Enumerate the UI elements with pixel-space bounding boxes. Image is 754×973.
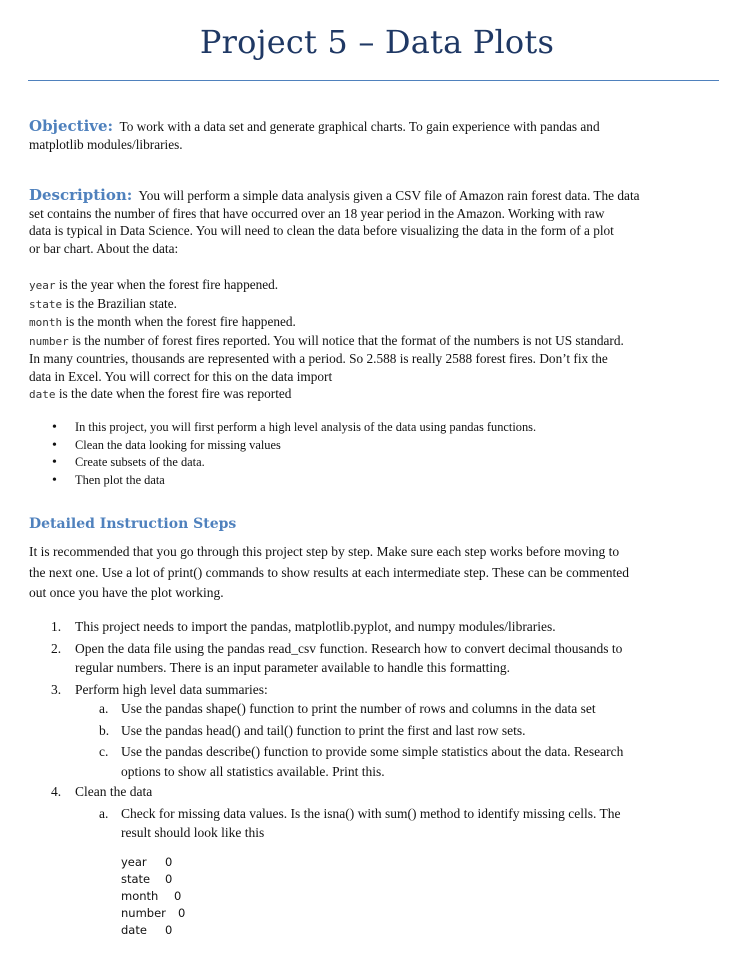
step-line: Clean the data [75,784,153,799]
substep-item [75,804,719,843]
field-name: number [29,334,69,348]
output-row [121,905,185,922]
instruction-steps [29,617,719,843]
title-divider [28,80,719,81]
step-line: regular numbers. There is an input parameter available to handle this formatting. [75,660,510,675]
step-number: 3. [51,681,62,697]
step-item [29,639,719,678]
substep-line: result should look like this [121,825,265,840]
step-item [29,680,719,782]
substep-item [75,721,719,741]
field-name: state [29,297,63,311]
description-line: data is typical in Data Science. You will need to clean the data before visualizing the data in the form of a plot [29,223,614,238]
instructions-heading: Detailed Instruction Steps [29,516,237,532]
substep-letter: b. [99,722,110,738]
field-year [29,276,719,295]
step-item [29,782,719,843]
substep-letter: c. [99,744,109,759]
field-description: is the year when the forest fire happened. [58,277,279,292]
output-row [121,888,185,905]
description-section [29,187,719,257]
substep-letter: a. [99,805,109,821]
field-name: month [29,316,63,329]
step-number: 1. [51,619,62,634]
field-date [29,385,719,404]
substep-line: Use the pandas head() and tail() function to print the first and last row sets. [121,722,526,738]
step-number: 2. [51,640,62,656]
field-description: is the number of forest fires reported. You will notice that the format of the numbers is not US standard. [72,332,624,348]
bullet-item: • Then plot the data [52,472,712,490]
description-line: set contains the number of fires that have occurred over an 18 year period in the Amazon. Working with raw [29,205,605,221]
substep-line: Use the pandas describe() function to provide some simple statistics about the data. Research [121,744,624,759]
output-column-name: number [121,906,166,920]
intro-line: out once you have the plot working. [29,585,224,600]
field-name: date [29,388,56,401]
field-number [29,332,719,351]
field-description: is the Brazilian state. [65,295,177,311]
output-column-name: month [121,889,159,903]
objective-line: To work with a data set and generate graphical charts. To gain experience with pandas and [119,119,600,134]
field-state [29,295,719,314]
output-row [121,871,185,888]
step-number: 4. [51,784,62,799]
field-definitions [29,276,719,404]
substep-item [75,699,719,719]
substep-item [75,742,719,781]
field-month [29,313,719,332]
instructions-intro [29,542,719,604]
objective-section [29,118,719,153]
overview-bullets [52,419,712,489]
isna-sum-output [121,854,185,939]
field-description: data in Excel. You will correct for this on the data import [29,368,333,384]
substep-line: Use the pandas shape() function to print the number of rows and columns in the data set [121,701,596,716]
bullet-item: • Create subsets of the data. [52,454,712,472]
output-row [121,854,185,871]
field-name: year [29,279,56,292]
bullet-item: • In this project, you will first perform a high level analysis of the data using pandas functions. [52,419,712,437]
substep-line: Check for missing data values. Is the isna() with sum() method to identify missing cells. The [121,805,621,821]
field-description: is the month when the forest fire happened. [65,314,296,329]
output-column-name: year [121,855,147,869]
field-description: In many countries, thousands are represented with a period. So 2.588 is really 2588 forest fires. Don’t fix the [29,351,608,366]
instructions-section [29,516,719,534]
step-line: This project needs to import the pandas, matplotlib.pyplot, and numpy modules/libraries. [75,619,556,634]
substep-line: options to show all statistics available. Print this. [121,763,385,779]
step-line: Perform high level data summaries: [75,681,268,697]
intro-line: It is recommended that you go through this project step by step. Make sure each step works before moving to [29,544,620,559]
step-line: Open the data file using the pandas read_csv function. Research how to convert decimal thousands to [75,640,623,656]
output-count: 0 [178,906,186,920]
output-count: 0 [165,923,173,937]
page-title: Project 5 – Data Plots [199,23,555,61]
description-heading: Description: [29,186,133,204]
output-column-name: state [121,872,151,886]
description-line: or bar chart. About the data: [29,240,179,256]
output-column-name: date [121,923,147,937]
output-count: 0 [174,889,182,903]
step-item [29,617,719,637]
output-count: 0 [165,855,173,869]
output-count: 0 [165,872,173,886]
output-row [121,922,185,939]
objective-line: matplotlib modules/libraries. [29,136,183,152]
intro-line: the next one. Use a lot of print() commands to show results at each intermediate step. These can be commented [29,564,629,580]
objective-heading: Objective: [29,117,114,135]
description-line: You will perform a simple data analysis given a CSV file of Amazon rain forest data. The data [138,188,640,203]
bullet-item: • Clean the data looking for missing values [52,437,712,455]
substep-letter: a. [99,701,109,716]
field-description: is the date when the forest fire was reported [58,386,292,401]
